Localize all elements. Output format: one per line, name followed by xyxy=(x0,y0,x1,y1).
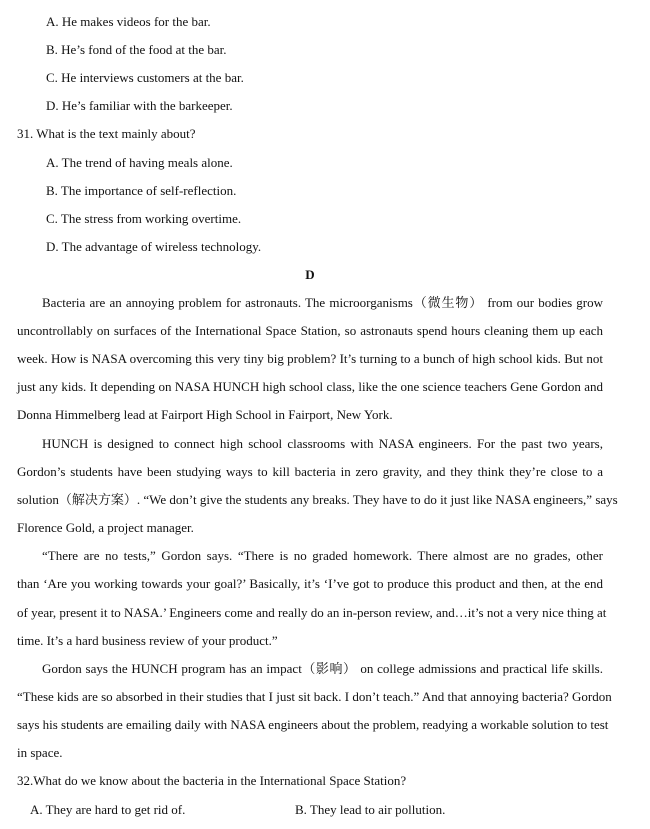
q30-option-d: D. He’s familiar with the barkeeper. xyxy=(46,98,233,113)
paragraph-line: Bacteria are an annoying problem for astronauts. The microorganisms（微生物） from our bodies grow xyxy=(42,295,603,310)
q32-option-a: A. They are hard to get rid of. xyxy=(30,802,186,817)
q30-option-c: C. He interviews customers at the bar. xyxy=(46,70,244,85)
paragraph-line: says his students are emailing daily with NASA engineers about the problem, readying a workable solution to test xyxy=(17,717,609,732)
paragraph-line: than ‘Are you working towards your goal?’ Basically, it’s ‘I’ve got to produce this product and then, at the end xyxy=(17,576,603,591)
q30-option-b: B. He’s fond of the food at the bar. xyxy=(46,42,227,57)
paragraph-line: Donna Himmelberg lead at Fairport High School in Fairport, New York. xyxy=(17,407,393,422)
q32-option-b: B. They lead to air pollution. xyxy=(295,802,446,817)
q31-option-c: C. The stress from working overtime. xyxy=(46,211,242,226)
paragraph-line: Gordon says the HUNCH program has an impact（影响） on college admissions and practical life skills. xyxy=(42,661,603,676)
paragraph-line: time. It’s a hard business review of your product.” xyxy=(17,633,278,648)
section-title: D xyxy=(305,267,315,282)
paragraph-line: Florence Gold, a project manager. xyxy=(17,520,194,535)
paragraph-line: “There are no tests,” Gordon says. “There is no graded homework. There almost are no grades, other xyxy=(42,548,603,563)
paragraph-line: “These kids are so absorbed in their studies that I just sit back. I don’t teach.” And that annoying bacteria? Gordon xyxy=(17,689,612,704)
paragraph-line: Gordon’s students have been studying ways to kill bacteria in zero gravity, and they think they’re close to a xyxy=(17,464,603,479)
q32-question: 32.What do we know about the bacteria in the International Space Station? xyxy=(17,773,407,788)
paragraph-line: week. How is NASA overcoming this very tiny big problem? It’s turning to a bunch of high school kids. But not xyxy=(17,351,603,366)
q30-option-a: A. He makes videos for the bar. xyxy=(46,14,211,29)
paragraph-line: just any kids. It depending on NASA HUNCH high school class, like the one science teachers Gene Gordon and xyxy=(17,379,603,394)
paragraph-line: of year, present it to NASA.’ Engineers come and really do an in-person review, and…it’s not a very nice thing at xyxy=(17,605,607,620)
q31-option-a: A. The trend of having meals alone. xyxy=(46,155,233,170)
paragraph-line: uncontrollably on surfaces of the International Space Station, so astronauts spend hours cleaning them up each xyxy=(17,323,603,338)
paragraph-line: HUNCH is designed to connect high school classrooms with NASA engineers. For the past two years, xyxy=(42,436,603,451)
q31-option-b: B. The importance of self-reflection. xyxy=(46,183,237,198)
q31-question: 31. What is the text mainly about? xyxy=(17,126,196,141)
paragraph-line: solution（解决方案）. “We don’t give the students any breaks. They have to do it just like NASA engineers,” says xyxy=(17,492,618,507)
q31-option-d: D. The advantage of wireless technology. xyxy=(46,239,262,254)
paragraph-line: in space. xyxy=(17,745,63,760)
